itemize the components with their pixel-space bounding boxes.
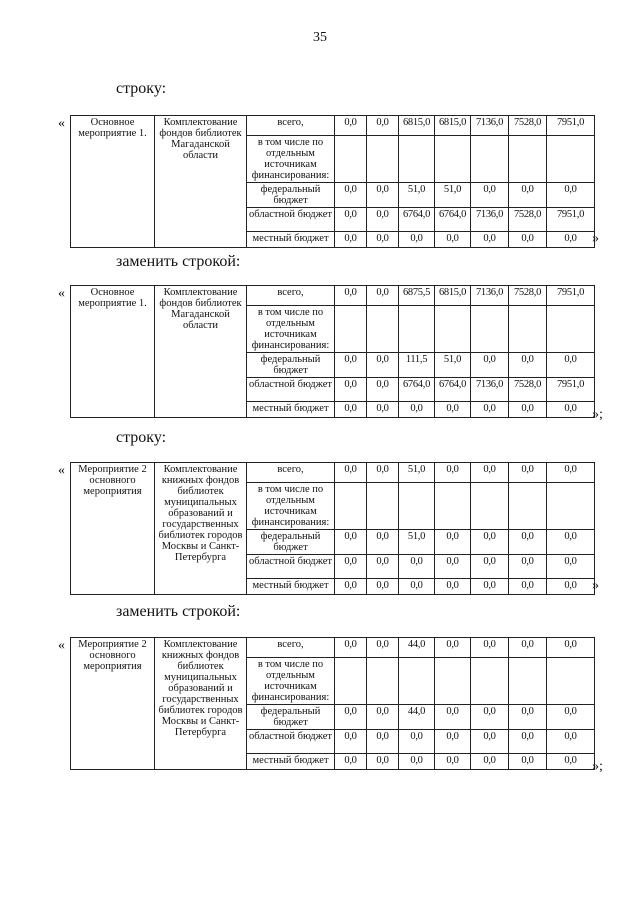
opening-quote: « [58, 463, 65, 478]
funding-table [70, 462, 595, 595]
amount-cell: 0,0 [335, 579, 367, 595]
amount-cell: 0,0 [367, 754, 399, 770]
amount-cell: 7136,0 [471, 378, 509, 402]
amount-cell [435, 136, 471, 183]
amount-cell: 0,0 [335, 463, 367, 483]
funding-source-label: федеральный бюджет [247, 705, 335, 730]
amount-cell: 0,0 [435, 555, 471, 579]
amount-cell: 0,0 [367, 378, 399, 402]
amount-cell: 7528,0 [509, 286, 547, 306]
opening-quote: « [58, 116, 65, 131]
amount-cell: 0,0 [509, 402, 547, 418]
funding-table [70, 637, 595, 770]
amount-cell [547, 483, 595, 530]
amount-cell: 0,0 [335, 232, 367, 248]
amount-cell [335, 136, 367, 183]
amount-cell: 0,0 [435, 402, 471, 418]
amount-cell: 44,0 [399, 638, 435, 658]
amount-cell [399, 136, 435, 183]
amount-cell: 0,0 [547, 402, 595, 418]
amount-cell [399, 306, 435, 353]
amount-cell: 0,0 [335, 208, 367, 232]
amount-cell [435, 306, 471, 353]
amount-cell: 0,0 [367, 402, 399, 418]
amount-cell [435, 658, 471, 705]
amount-cell: 0,0 [547, 530, 595, 555]
activity-description: Комплектование книжных фондов библиотек муниципальных образований и государственных библиотек городов Москвы и Санкт-Петербурга [155, 463, 247, 595]
amount-cell: 0,0 [471, 353, 509, 378]
section-heading: заменить строкой: [116, 253, 241, 270]
amount-cell: 0,0 [367, 730, 399, 754]
amount-cell: 6764,0 [399, 208, 435, 232]
amount-cell: 0,0 [547, 183, 595, 208]
amount-cell: 6764,0 [435, 378, 471, 402]
amount-cell: 0,0 [471, 730, 509, 754]
amount-cell: 0,0 [367, 579, 399, 595]
amount-cell [435, 483, 471, 530]
amount-cell: 0,0 [399, 232, 435, 248]
amount-cell: 0,0 [335, 402, 367, 418]
table-row [71, 463, 595, 483]
funding-source-label: в том числе по отдельным источникам финансирования: [247, 483, 335, 530]
amount-cell [509, 136, 547, 183]
amount-cell: 0,0 [435, 530, 471, 555]
funding-source-label: в том числе по отдельным источникам финансирования: [247, 306, 335, 353]
amount-cell: 0,0 [399, 579, 435, 595]
table-row [71, 286, 595, 306]
amount-cell: 7951,0 [547, 378, 595, 402]
amount-cell: 0,0 [471, 579, 509, 595]
opening-quote: « [58, 286, 65, 301]
amount-cell: 0,0 [509, 754, 547, 770]
amount-cell: 0,0 [335, 353, 367, 378]
funding-source-label: всего, [247, 638, 335, 658]
amount-cell: 0,0 [509, 730, 547, 754]
funding-table [70, 115, 595, 248]
amount-cell: 0,0 [547, 353, 595, 378]
amount-cell: 0,0 [367, 555, 399, 579]
amount-cell: 0,0 [367, 638, 399, 658]
activity-description: Комплектование книжных фондов библиотек муниципальных образований и государственных библиотек городов Москвы и Санкт-Петербурга [155, 638, 247, 770]
amount-cell: 6875,5 [399, 286, 435, 306]
amount-cell: 0,0 [471, 402, 509, 418]
amount-cell: 51,0 [435, 183, 471, 208]
amount-cell: 0,0 [399, 555, 435, 579]
amount-cell: 0,0 [399, 754, 435, 770]
activity-description: Комплектование фондов библиотек Магаданской области [155, 116, 247, 248]
section-heading: строку: [116, 80, 167, 97]
amount-cell [471, 136, 509, 183]
table-row [71, 116, 595, 136]
amount-cell: 6764,0 [435, 208, 471, 232]
funding-source-label: всего, [247, 116, 335, 136]
amount-cell: 0,0 [435, 754, 471, 770]
funding-source-label: областной бюджет [247, 378, 335, 402]
amount-cell: 51,0 [399, 183, 435, 208]
amount-cell: 7528,0 [509, 116, 547, 136]
amount-cell: 0,0 [367, 116, 399, 136]
amount-cell: 6815,0 [399, 116, 435, 136]
amount-cell [547, 306, 595, 353]
amount-cell: 7136,0 [471, 286, 509, 306]
amount-cell: 7951,0 [547, 208, 595, 232]
amount-cell: 0,0 [509, 232, 547, 248]
funding-source-label: всего, [247, 286, 335, 306]
amount-cell: 44,0 [399, 705, 435, 730]
amount-cell: 0,0 [547, 555, 595, 579]
amount-cell: 0,0 [509, 353, 547, 378]
funding-source-label: всего, [247, 463, 335, 483]
amount-cell: 51,0 [399, 530, 435, 555]
closing-quote: » [592, 578, 599, 593]
amount-cell: 0,0 [399, 402, 435, 418]
amount-cell: 51,0 [399, 463, 435, 483]
amount-cell: 0,0 [367, 705, 399, 730]
funding-source-label: местный бюджет [247, 754, 335, 770]
funding-table [70, 285, 595, 418]
amount-cell [509, 306, 547, 353]
amount-cell: 0,0 [547, 638, 595, 658]
amount-cell: 7528,0 [509, 378, 547, 402]
amount-cell: 0,0 [335, 730, 367, 754]
amount-cell [335, 658, 367, 705]
activity-name: Основное мероприятие 1. [71, 116, 155, 248]
funding-source-label: областной бюджет [247, 208, 335, 232]
amount-cell: 0,0 [509, 638, 547, 658]
amount-cell: 0,0 [335, 530, 367, 555]
funding-source-label: федеральный бюджет [247, 353, 335, 378]
amount-cell: 0,0 [367, 530, 399, 555]
amount-cell: 6815,0 [435, 286, 471, 306]
amount-cell: 0,0 [435, 463, 471, 483]
funding-source-label: местный бюджет [247, 402, 335, 418]
amount-cell: 0,0 [471, 183, 509, 208]
amount-cell: 51,0 [435, 353, 471, 378]
amount-cell [335, 306, 367, 353]
amount-cell: 0,0 [367, 208, 399, 232]
amount-cell: 0,0 [509, 579, 547, 595]
amount-cell: 7136,0 [471, 116, 509, 136]
funding-source-label: федеральный бюджет [247, 530, 335, 555]
closing-quote: » [592, 231, 599, 246]
funding-source-label: федеральный бюджет [247, 183, 335, 208]
amount-cell [367, 136, 399, 183]
funding-source-label: областной бюджет [247, 555, 335, 579]
amount-cell: 7528,0 [509, 208, 547, 232]
amount-cell: 0,0 [509, 530, 547, 555]
amount-cell: 6815,0 [435, 116, 471, 136]
amount-cell [399, 658, 435, 705]
amount-cell: 0,0 [335, 183, 367, 208]
amount-cell: 0,0 [471, 555, 509, 579]
amount-cell: 0,0 [335, 705, 367, 730]
amount-cell: 0,0 [547, 579, 595, 595]
amount-cell [367, 306, 399, 353]
amount-cell: 0,0 [471, 754, 509, 770]
funding-source-label: в том числе по отдельным источникам финансирования: [247, 658, 335, 705]
amount-cell: 0,0 [509, 463, 547, 483]
amount-cell: 0,0 [471, 638, 509, 658]
amount-cell: 0,0 [335, 555, 367, 579]
amount-cell: 0,0 [367, 232, 399, 248]
closing-quote: »; [592, 759, 603, 774]
page-number: 35 [313, 30, 327, 45]
amount-cell: 0,0 [335, 378, 367, 402]
amount-cell: 0,0 [547, 463, 595, 483]
amount-cell: 0,0 [399, 730, 435, 754]
amount-cell: 7136,0 [471, 208, 509, 232]
amount-cell: 111,5 [399, 353, 435, 378]
amount-cell: 0,0 [335, 638, 367, 658]
amount-cell: 0,0 [509, 705, 547, 730]
amount-cell: 0,0 [547, 232, 595, 248]
amount-cell: 0,0 [435, 579, 471, 595]
amount-cell: 7951,0 [547, 286, 595, 306]
amount-cell [547, 136, 595, 183]
amount-cell: 0,0 [367, 183, 399, 208]
opening-quote: « [58, 638, 65, 653]
funding-source-label: местный бюджет [247, 579, 335, 595]
amount-cell [471, 306, 509, 353]
amount-cell: 0,0 [435, 705, 471, 730]
activity-name: Мероприятие 2 основного мероприятия [71, 638, 155, 770]
amount-cell: 0,0 [547, 730, 595, 754]
section-heading: заменить строкой: [116, 603, 241, 620]
activity-description: Комплектование фондов библиотек Магаданской области [155, 286, 247, 418]
activity-name: Мероприятие 2 основного мероприятия [71, 463, 155, 595]
activity-name: Основное мероприятие 1. [71, 286, 155, 418]
amount-cell: 0,0 [471, 705, 509, 730]
amount-cell [367, 483, 399, 530]
table-row [71, 638, 595, 658]
amount-cell: 0,0 [509, 555, 547, 579]
funding-source-label: местный бюджет [247, 232, 335, 248]
amount-cell: 0,0 [435, 232, 471, 248]
amount-cell [509, 658, 547, 705]
amount-cell: 0,0 [367, 286, 399, 306]
amount-cell: 0,0 [335, 116, 367, 136]
amount-cell: 0,0 [547, 754, 595, 770]
amount-cell [367, 658, 399, 705]
amount-cell: 0,0 [367, 463, 399, 483]
amount-cell: 0,0 [547, 705, 595, 730]
section-heading: строку: [116, 429, 167, 446]
amount-cell [471, 483, 509, 530]
funding-source-label: областной бюджет [247, 730, 335, 754]
amount-cell [399, 483, 435, 530]
amount-cell [509, 483, 547, 530]
amount-cell: 0,0 [435, 730, 471, 754]
funding-source-label: в том числе по отдельным источникам финансирования: [247, 136, 335, 183]
amount-cell [471, 658, 509, 705]
amount-cell: 0,0 [367, 353, 399, 378]
amount-cell: 7951,0 [547, 116, 595, 136]
amount-cell: 0,0 [509, 183, 547, 208]
amount-cell: 6764,0 [399, 378, 435, 402]
amount-cell: 0,0 [471, 463, 509, 483]
amount-cell: 0,0 [335, 754, 367, 770]
amount-cell [335, 483, 367, 530]
amount-cell: 0,0 [435, 638, 471, 658]
amount-cell: 0,0 [471, 530, 509, 555]
amount-cell: 0,0 [335, 286, 367, 306]
amount-cell: 0,0 [471, 232, 509, 248]
amount-cell [547, 658, 595, 705]
closing-quote: »; [592, 407, 603, 422]
